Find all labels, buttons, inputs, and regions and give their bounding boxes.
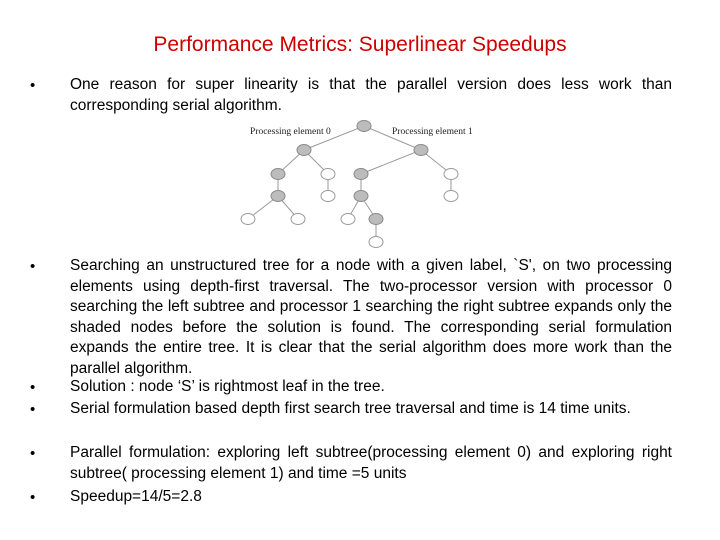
- bullet-text: Serial formulation based depth first search tree traversal and time is 14 time units.: [70, 400, 631, 417]
- bullet-marker: •: [30, 489, 36, 506]
- tree-node-solution: [369, 237, 383, 248]
- tree-node: [241, 214, 255, 225]
- bullet-marker: •: [30, 401, 36, 418]
- tree-node: [414, 145, 428, 156]
- bullet-text: Speedup=14/5=2.8: [70, 488, 202, 505]
- tree-node: [321, 169, 335, 180]
- tree-node: [291, 214, 305, 225]
- tree-node: [321, 191, 335, 202]
- processing-element-1-label: Processing element 1: [392, 127, 473, 137]
- tree-node-root: [357, 121, 371, 132]
- tree-node: [271, 169, 285, 180]
- bullet-marker: •: [30, 258, 36, 275]
- search-tree-figure: [236, 118, 486, 250]
- bullet-marker: •: [30, 77, 36, 94]
- tree-node: [271, 191, 285, 202]
- tree-node: [444, 169, 458, 180]
- bullet-text: Solution : node ‘S’ is rightmost leaf in the tree.: [70, 378, 385, 395]
- tree-node: [297, 145, 311, 156]
- bullet-text: Searching an unstructured tree for a node with a given label, `S', on two processing elements using depth-first traversal. The two-processor version with processor 0 searching the left subtree and processor 1 searching the right subtree expands only the shaded nodes before the solution is found. The corresponding serial formulation expands the entire tree. It is clear that the serial algorithm does more work than the parallel algorithm.: [70, 257, 672, 377]
- bullet-text: One reason for super linearity is that the parallel version does less work than corresponding serial algorithm.: [70, 76, 672, 114]
- tree-node: [444, 191, 458, 202]
- bullet-marker: •: [30, 379, 36, 396]
- processing-element-0-label: Processing element 0: [250, 127, 331, 137]
- slide-title: Performance Metrics: Superlinear Speedups: [153, 33, 567, 56]
- bullet-text: Parallel formulation: exploring left subtree(processing element 0) and exploring right subtree( processing element 1) and time =5 units: [70, 444, 672, 482]
- tree-node: [354, 169, 368, 180]
- tree-node: [354, 191, 368, 202]
- bullet-marker: •: [30, 445, 36, 462]
- tree-node: [341, 214, 355, 225]
- tree-node: [369, 214, 383, 225]
